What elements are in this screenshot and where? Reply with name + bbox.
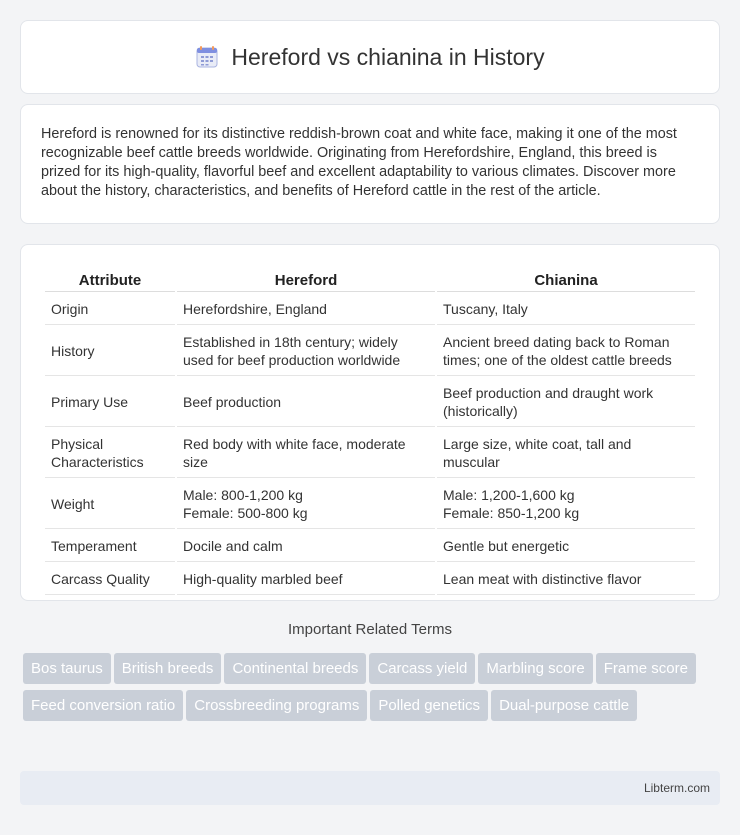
chianina-cell (437, 480, 695, 529)
table-header-row (45, 269, 695, 292)
table-row (45, 294, 695, 325)
cell-line: Herefordshire, England (183, 301, 327, 317)
related-term-tag[interactable]: Crossbreeding programs (186, 690, 367, 721)
intro-card (20, 104, 720, 224)
table-row (45, 429, 695, 478)
table-row (45, 480, 695, 529)
calendar-icon (195, 45, 219, 69)
table-row (45, 564, 695, 595)
hereford-cell (177, 531, 435, 562)
chianina-cell (437, 564, 695, 595)
comparison-table (43, 267, 697, 597)
attribute-cell: Temperament (45, 531, 175, 562)
related-term-tag[interactable]: Dual-purpose cattle (491, 690, 637, 721)
column-header: Chianina (437, 269, 695, 292)
cell-line: Tuscany, Italy (443, 301, 528, 317)
cell-line: High-quality marbled beef (183, 571, 343, 587)
related-term-tag[interactable]: Bos taurus (23, 653, 111, 684)
cell-line: Beef production (183, 394, 282, 410)
column-header: Hereford (177, 269, 435, 292)
attribute-cell: Origin (45, 294, 175, 325)
related-term-tag[interactable]: Polled genetics (370, 690, 488, 721)
table-body (45, 294, 695, 595)
cell-line: Ancient breed dating back to Roman times; one of the oldest cattle breeds (443, 334, 672, 368)
related-term-tag[interactable]: Feed conversion ratio (23, 690, 183, 721)
hereford-cell (177, 480, 435, 529)
related-terms-title: Important Related Terms (288, 621, 452, 638)
cell-line: Docile and calm (183, 538, 283, 554)
hereford-cell (177, 327, 435, 376)
table-row (45, 531, 695, 562)
chianina-cell (437, 327, 695, 376)
cell-line: Red body with white face, moderate size (183, 436, 406, 470)
attribute-cell: Physical Characteristics (45, 429, 175, 478)
related-term-tag[interactable]: Carcass yield (369, 653, 475, 684)
intro-text: Hereford is renowned for its distinctive reddish-brown coat and white face, making it one of the most recognizable beef cattle breeds worldwide. Originating from Herefordshire, England, this breed is prized for its high-quality, flavorful beef and excellent adaptability to various climates. Discover more about the history, characteristics, and benefits of Hereford cattle in the rest of the article. (41, 126, 677, 199)
chianina-cell (437, 531, 695, 562)
related-term-tag[interactable]: British breeds (114, 653, 222, 684)
related-terms-list (23, 653, 723, 727)
chianina-cell (437, 429, 695, 478)
cell-line: Male: 1,200-1,600 kg (443, 487, 575, 503)
cell-line: Beef production and draught work (historically) (443, 385, 654, 419)
hereford-cell (177, 294, 435, 325)
footer (20, 771, 720, 805)
related-term-tag[interactable]: Continental breeds (224, 653, 366, 684)
chianina-cell (437, 294, 695, 325)
table-row (45, 327, 695, 376)
footer-link[interactable]: Libterm.com (643, 781, 710, 795)
attribute-cell: Weight (45, 480, 175, 529)
cell-line: Female: 500-800 kg (183, 505, 308, 521)
attribute-cell: Primary Use (45, 378, 175, 427)
cell-line: Established in 18th century; widely used for beef production worldwide (183, 334, 401, 368)
hereford-cell (177, 564, 435, 595)
page-title: Hereford vs chianina in History (231, 43, 545, 70)
cell-line: Lean meat with distinctive flavor (443, 571, 642, 587)
comparison-card (20, 244, 720, 601)
attribute-cell: Carcass Quality (45, 564, 175, 595)
table-row (45, 378, 695, 427)
attribute-cell: History (45, 327, 175, 376)
title-card (20, 20, 720, 94)
cell-line: Male: 800-1,200 kg (183, 487, 303, 503)
chianina-cell (437, 378, 695, 427)
column-header: Attribute (45, 269, 175, 292)
cell-line: Gentle but energetic (443, 538, 570, 554)
hereford-cell (177, 378, 435, 427)
cell-line: Large size, white coat, tall and muscular (443, 436, 632, 470)
hereford-cell (177, 429, 435, 478)
cell-line: Female: 850-1,200 kg (443, 505, 580, 521)
related-term-tag[interactable]: Marbling score (478, 653, 592, 684)
related-term-tag[interactable]: Frame score (596, 653, 696, 684)
